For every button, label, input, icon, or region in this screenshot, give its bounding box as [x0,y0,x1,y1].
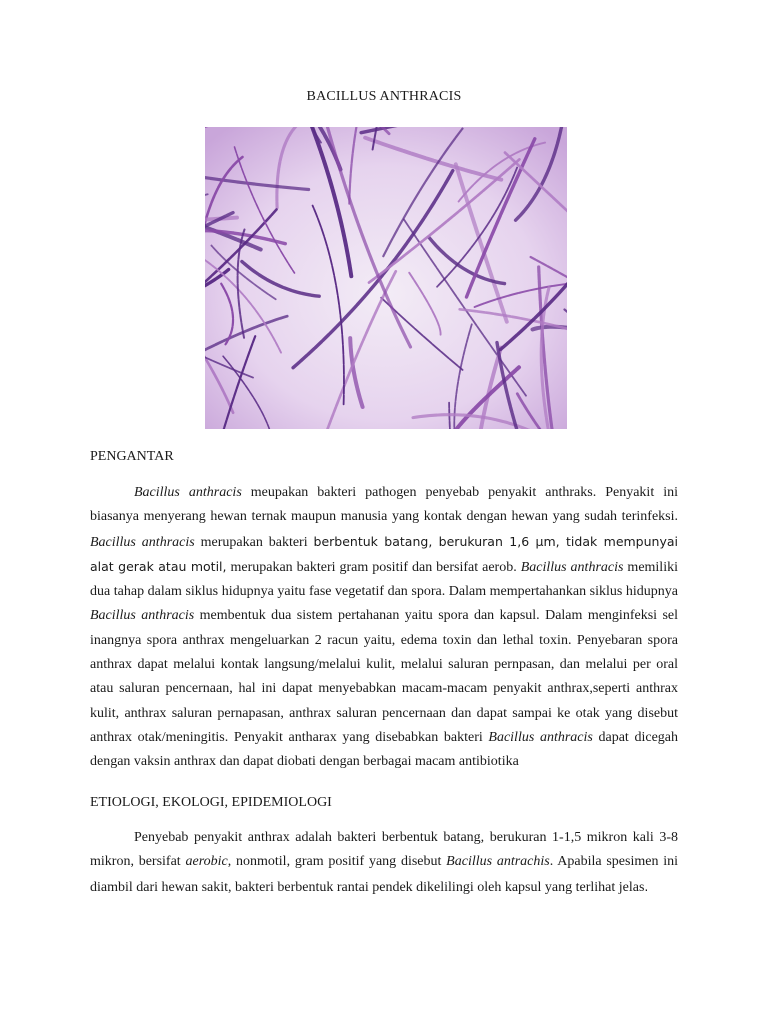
paragraph-text: memiliki dua tahap dalam siklus hidupnya yaitu fase vegetatif dan spora. Dalam mempertahankan siklus hidupnya [90,559,678,600]
bacillus-micrograph [205,127,567,429]
species-name: Bacillus anthracis [488,729,593,745]
section-heading-pengantar: PENGANTAR [90,449,174,464]
species-name: Bacillus anthracis [520,559,624,575]
species-name: Bacillus antrachis [446,854,550,870]
emphasis-term: aerobic [185,854,228,870]
micrograph-drawing [205,127,567,429]
section-heading-etiologi: ETIOLOGI, EKOLOGI, EPIDEMIOLOGI [90,795,332,810]
paragraph-text: merupakan bakteri gram positif dan bersifat aerob. [226,559,521,575]
paragraph-text: dapat dicegah dengan vaksin anthrax dan dapat diobati dengan berbagai macam antibiotika [90,729,678,770]
species-name: Bacillus anthracis [90,608,195,624]
paragraph-text: berbentuk batang, berukuran 1,6 µm, tidak mempunyai alat gerak atau motil, [90,533,678,574]
paragraph-text: . [644,878,649,894]
species-name: Bacillus anthracis [90,534,195,550]
paragraph-text: Penyebab penyakit anthrax adalah bakteri berbentuk batang, berukuran 1-1,5 mikron kali 3-8 mikron, bersifat [90,830,678,870]
paragraph-text: , nonmotil, gram positif yang disebut [227,854,447,870]
paragraph-pengantar [90,481,678,775]
document-title: BACILLUS ANTHRACIS [306,89,462,104]
paragraph-text: meupakan bakteri pathogen penyebab penyakit anthraks. Penyakit ini biasanya menyerang hewan ternak maupun manusia yang kontak dengan hewan yang sudah terinfeksi. [90,485,678,525]
paragraph-text: merupakan bakteri [194,534,314,550]
paragraph-etiologi [90,826,678,900]
paragraph-text: membentuk dua sistem pertahanan yaitu spora dan kapsul. Dalam menginfeksi sel inangnya spora anthrax mengeluarkan 2 racun yaitu, edema toxin dan lethal toxin. Penyebaran spora anthrax dapat melalui kontak langsung/melalui kulit, melalui saluran pernpasan, dan melalui per oral atau saluran pencernaan, hal ini dapat menyebabkan macam-macam penyakit anthrax,seperti anthrax kulit, anthrax saluran pernapasan, anthrax saluran pencernaan dan dapat sampai ke otak yang disebut anthrax otak/meningitis. Penyakit antharax yang disebabkan bakteri [90,608,678,745]
micrograph-background [205,127,567,429]
species-name: Bacillus anthracis [134,485,242,500]
paragraph-text: . Apabila spesimen ini diambil dari hewan sakit, bakteri berbentuk rantai pendek dikelilingi oleh kapsul yang terlihat jelas [90,854,678,895]
